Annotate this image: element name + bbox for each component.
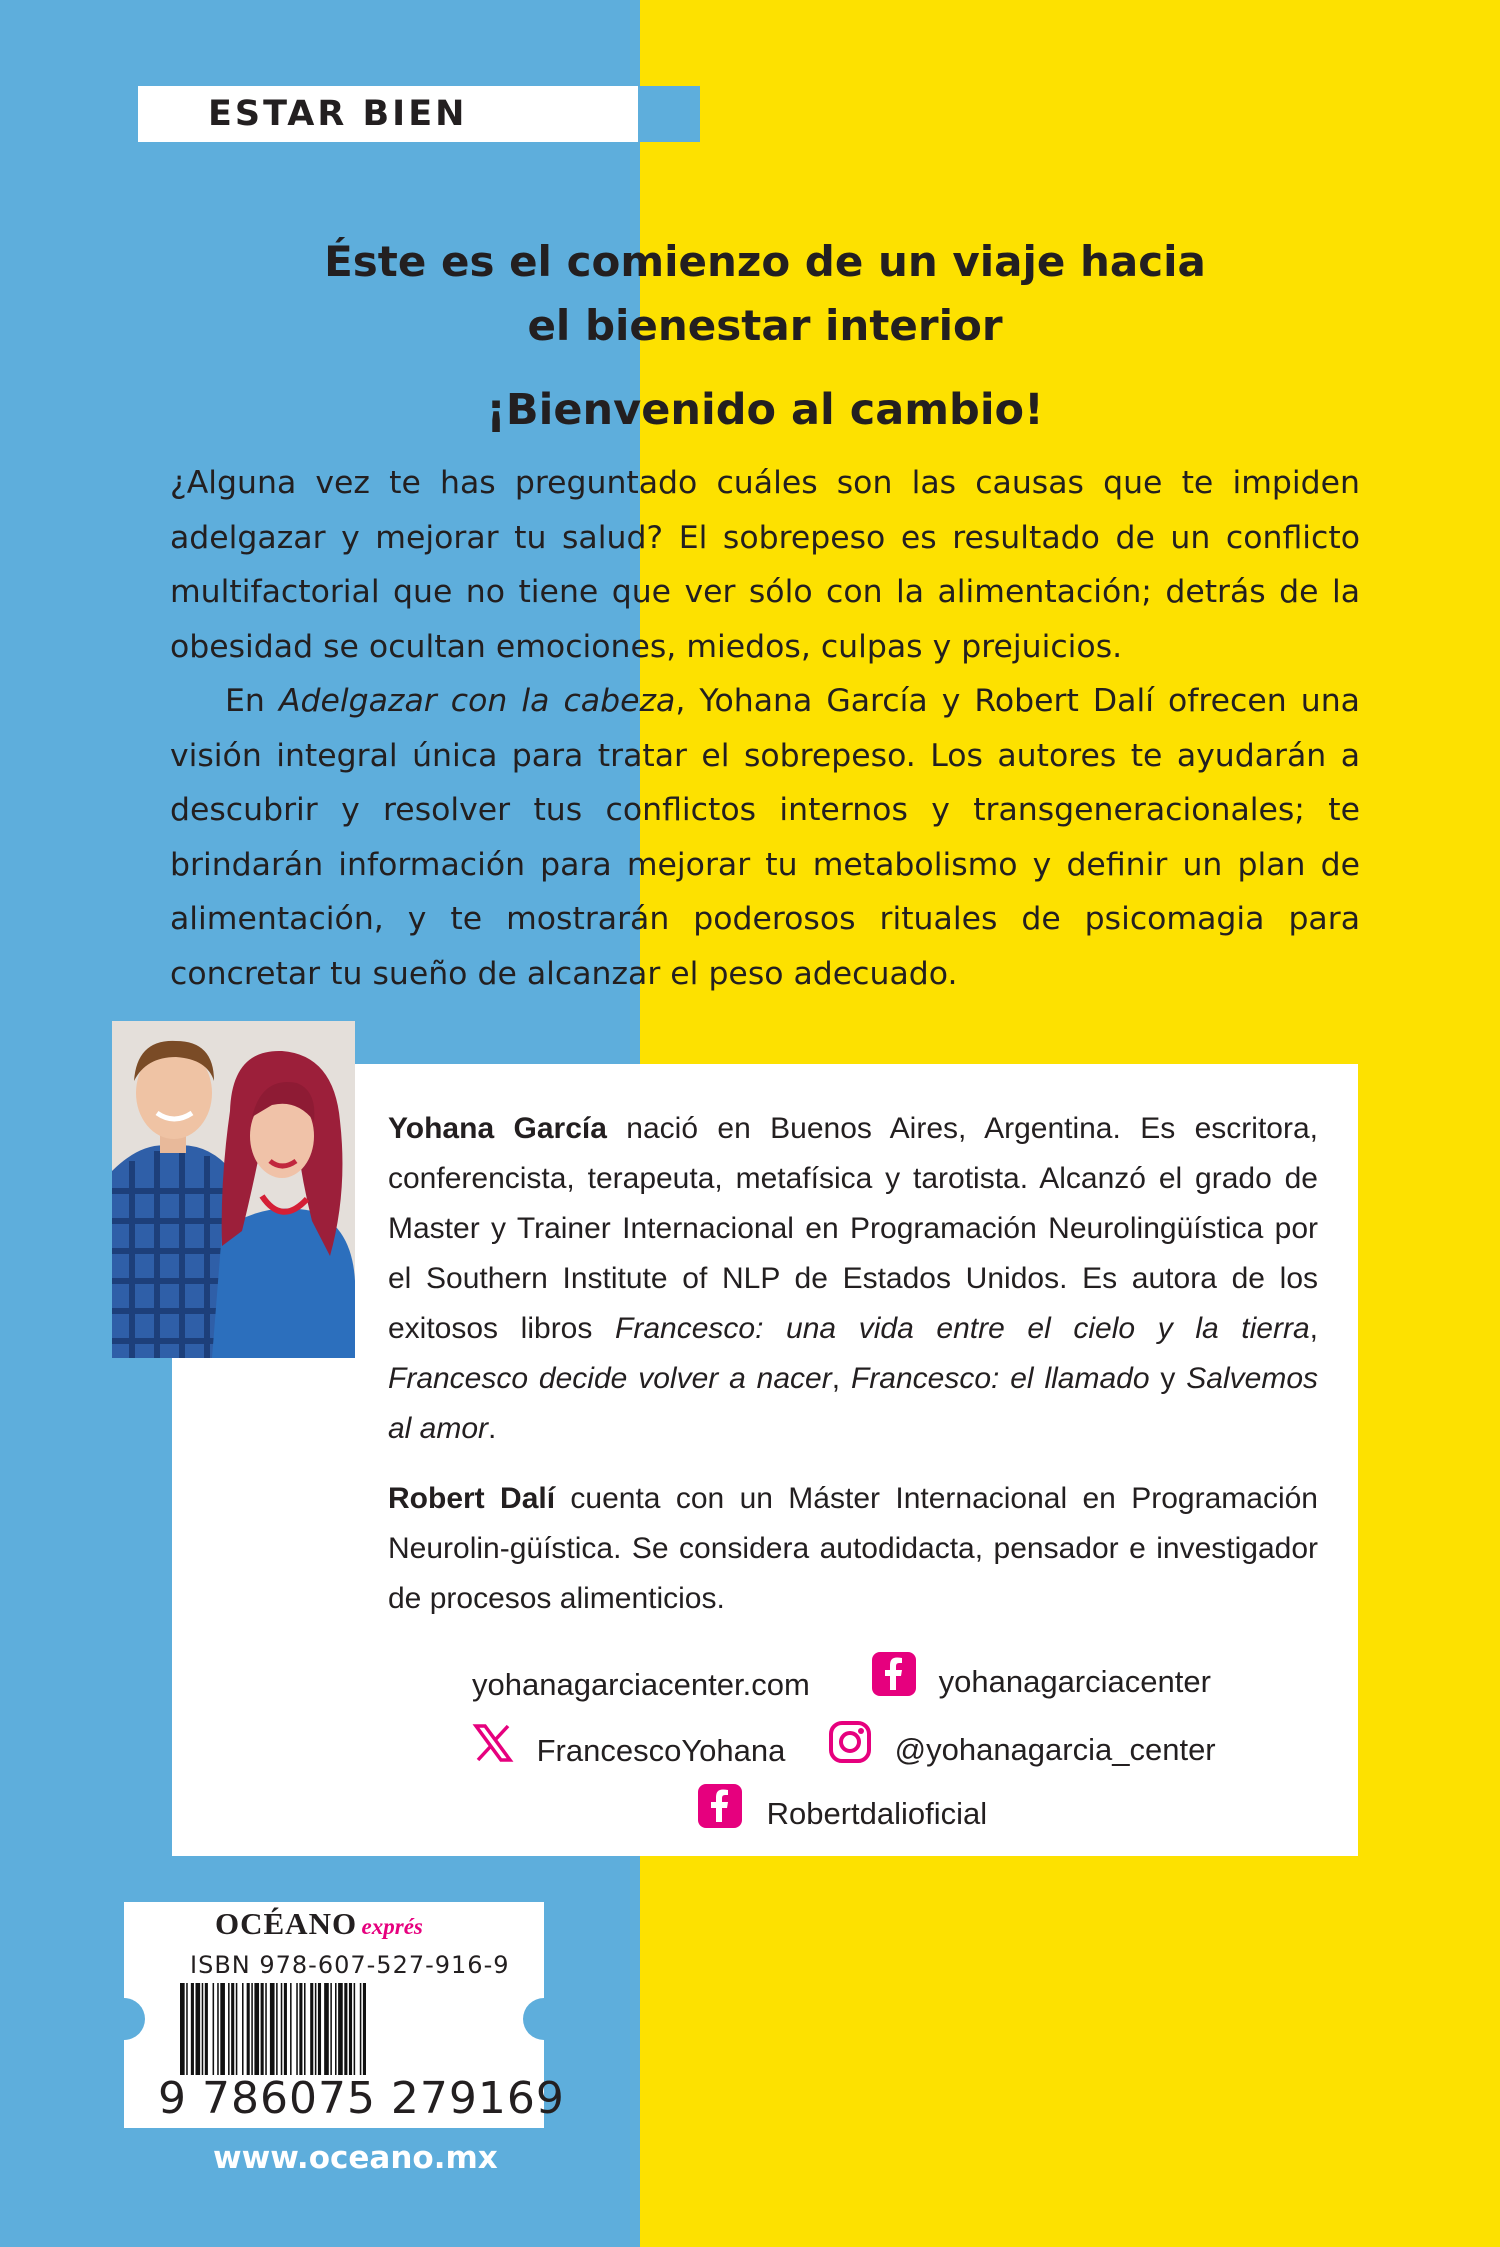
- facebook-yohana-link[interactable]: yohanagarciacenter: [872, 1652, 1211, 1711]
- book-title-2: Francesco decide volver a nacer: [388, 1362, 832, 1395]
- bio-robert-dali: Robert Dalí cuenta con un Máster Internacional en Programación Neurolin-güística. Se considera autodidacta, pensador e investigador de procesos alimenticios.: [388, 1482, 1318, 1615]
- book-title-4: Salvemos al amor: [388, 1362, 1318, 1445]
- publisher-website[interactable]: www.oceano.mx: [213, 2140, 498, 2176]
- publisher-logo: [215, 1906, 423, 1942]
- website-link[interactable]: yohanagarciacenter.com: [472, 1666, 810, 1702]
- author-name-yohana: Yohana García: [388, 1112, 607, 1145]
- instagram-icon: [828, 1720, 872, 1779]
- isbn-number: ISBN 978-607-527-916-9: [190, 1951, 510, 1979]
- facebook-robert-link[interactable]: Robertdalioficial: [698, 1784, 987, 1843]
- series-label: ESTAR BIEN: [208, 94, 468, 134]
- blurb-paragraph-2: En Adelgazar con la cabeza, Yohana García y Robert Dalí ofrecen una visión integral única para tratar el sobrepeso. Los autores te ayudarán a descubrir y resolver tus conflictos internos y transgeneracionales; te brindarán información para mejorar tu metabolismo y definir un plan de alimentación, y te mostrarán poderosos rituales de psicomagia para concretar tu sueño de alcanzar el peso adecuado.: [170, 683, 1360, 992]
- headline: [200, 230, 1330, 358]
- headline-line-1: Éste es el comienzo de un viaje hacia: [324, 237, 1206, 286]
- welcome-heading: ¡Bienvenido al cambio!: [486, 385, 1044, 435]
- facebook-icon: [698, 1784, 742, 1843]
- publisher-brand: OCÉANO: [215, 1906, 358, 1941]
- series-label-accent: [638, 86, 700, 142]
- barcode: [180, 1983, 500, 2080]
- barcode-bars: [180, 1983, 500, 2075]
- book-title-1: Francesco: una vida entre el cielo y la tierra: [615, 1312, 1310, 1345]
- publisher-imprint: exprés: [361, 1914, 423, 1939]
- book-blurb: [170, 456, 1360, 1001]
- ean-digits: 9 786075 279169: [158, 2073, 565, 2124]
- book-title-3: Francesco: el llamado: [850, 1362, 1150, 1395]
- series-label-bar: [138, 86, 638, 142]
- barcode-notch-right: [523, 1998, 565, 2040]
- headline-line-2: el bienestar interior: [527, 301, 1003, 350]
- author-name-robert: Robert Dalí: [388, 1482, 556, 1515]
- x-icon: [472, 1722, 514, 1779]
- author-bios: [388, 1104, 1318, 1644]
- authors-photo: [112, 1021, 355, 1358]
- blurb-paragraph-1: ¿Alguna vez te has preguntado cuáles son las causas que te impiden adelgazar y mejorar tu salud? El sobrepeso es resultado de un conflicto multifactorial que no tiene que ver sólo con la alimentación; detrás de la obesidad se ocultan emociones, miedos, culpas y prejuicios.: [170, 465, 1360, 665]
- facebook-icon: [872, 1652, 916, 1711]
- bio-yohana-garcia: Yohana García nació en Buenos Aires, Argentina. Es escritora, conferencista, terapeuta, metafísica y tarotista. Alcanzó el grado de Master y Trainer Internacional en Programación Neurolingüística por el Southern Institute of NLP de Estados Unidos. Es autora de los exitosos libros Francesco: una vida entre el cielo y la tierra, Francesco decide volver a nacer, Francesco: el llamado y Salvemos al amor.: [388, 1112, 1318, 1445]
- authors-photo-illustration: [112, 1021, 355, 1358]
- barcode-notch-left: [103, 1998, 145, 2040]
- book-title: Adelgazar con la cabeza: [278, 683, 676, 719]
- instagram-link[interactable]: @yohanagarcia_center: [828, 1720, 1216, 1779]
- x-link[interactable]: FrancescoYohana: [472, 1722, 785, 1779]
